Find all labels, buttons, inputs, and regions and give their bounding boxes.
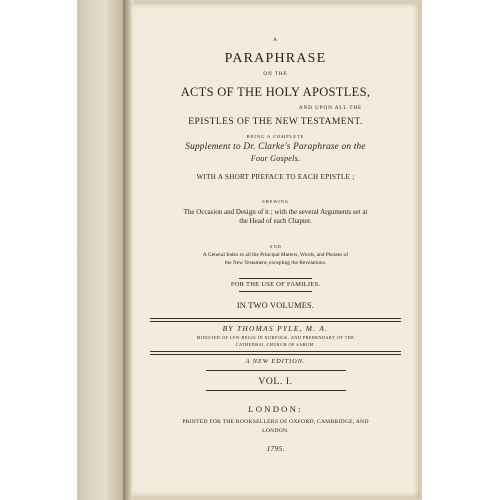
title-supplement: Supplement to Dr. Clarke's Paraphrase on the [185,142,366,152]
title-cathedral: CATHEDRAL CHURCH OF SARUM. [235,342,316,347]
title-index-line-2: the New Testament, excepting the Revelations. [224,260,327,266]
divider-short-bottom [239,291,312,292]
title-index-line-1: A General Index to all the Principal Matters, Words, and Phrases of [202,252,349,258]
title-and: AND [269,244,282,249]
title-on-the: ON THE [263,71,288,77]
imprint-london-line: LONDON. [262,428,289,434]
title-occasion-line-2: the Head of each Chapter. [239,217,312,225]
facing-page-edge [77,0,127,500]
title-author: BY THOMAS PYLE, M. A. [222,324,329,333]
imprint-year: 1795. [266,444,285,453]
imprint-london: LONDON: [248,404,303,414]
title-page [131,4,420,498]
imprint-printed-for: PRINTED FOR THE BOOKSELLERS OF OXFORD, CAMBRIDGE, AND [182,419,369,425]
title-and-upon: AND UPON ALL THE [298,105,363,111]
title-four-gospels: Four Gospels. [250,154,301,163]
title-volume-number: VOL. I. [258,376,293,387]
divider-vol-bottom [206,390,346,391]
title-volumes: IN TWO VOLUMES. [236,301,315,310]
title-line-a: A [273,37,278,43]
divider-double-bottom [150,351,401,355]
title-paraphrase: PARAPHRASE [224,51,327,66]
title-edition: A NEW EDITION. [245,358,306,365]
divider-vol-top [206,370,346,371]
title-epistles: EPISTLES OF THE NEW TESTAMENT. [188,116,363,127]
divider-double-top [150,318,401,322]
title-minister: MINISTER OF LYN-REGIS IN NORFOLK, AND PREBENDARY OF THE [196,335,355,340]
title-occasion-line-1: The Occasion and Design of it ; with the several Arguments set at [183,208,368,216]
title-families: FOR THE USE OF FAMILIES. [230,281,321,288]
divider-short-top [239,278,312,279]
title-preface: WITH A SHORT PREFACE TO EACH EPISTLE ; [196,173,355,181]
title-acts: ACTS OF THE HOLY APOSTLES, [180,85,371,99]
title-being: BEING A COMPLETE [246,134,305,139]
title-shewing: SHEWING [262,199,289,204]
